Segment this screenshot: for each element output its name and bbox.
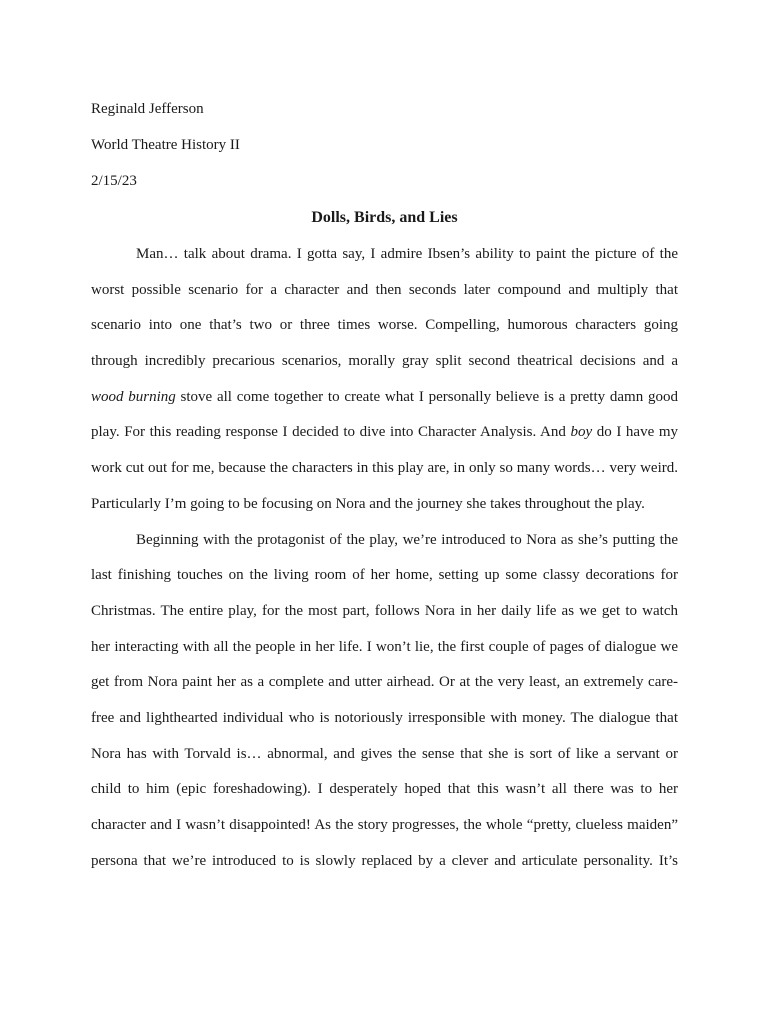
paragraph-1 (91, 237, 678, 523)
body-line: wood burning stove all come together to create what I personally believe is a pretty damn good (91, 388, 678, 405)
body-line: Christmas. The entire play, for the most part, follows Nora in her daily life as we get to watch (91, 602, 678, 619)
body-line: child to him (epic foreshadowing). I desperately hoped that this wasn’t all there was to her (91, 781, 678, 798)
essay-title: Dolls, Birds, and Lies (311, 209, 458, 226)
body-line: Man… talk about drama. I gotta say, I admire Ibsen’s ability to paint the picture of the (136, 246, 678, 262)
body-line: play. For this reading response I decided to dive into Character Analysis. And boy do I have my (91, 424, 678, 441)
body-line: Nora has with Torvald is… abnormal, and gives the sense that she is sort of like a servant or (91, 745, 678, 762)
author-name: Reginald Jefferson (91, 101, 204, 117)
body-line: get from Nora paint her as a complete and utter airhead. Or at the very least, an extremely care- (91, 674, 678, 691)
body-line: Beginning with the protagonist of the play, we’re introduced to Nora as she’s putting the (136, 531, 678, 548)
body-line: her interacting with all the people in her life. I won’t lie, the first couple of pages of dialogue we (91, 638, 678, 655)
paragraph-2 (91, 523, 678, 880)
date: 2/15/23 (91, 173, 137, 189)
body-line: free and lighthearted individual who is notoriously irresponsible with money. The dialogue that (91, 709, 678, 726)
italic-text: boy (570, 424, 593, 441)
course-name: World Theatre History II (91, 137, 240, 153)
body-line: character and I wasn’t disappointed! As the story progresses, the whole “pretty, clueless maiden” (91, 817, 678, 833)
body-line: scenario into one that’s two or three times worse. Compelling, humorous characters going (91, 317, 678, 334)
italic-text: wood burning (91, 388, 176, 405)
body-line: last finishing touches on the living room of her home, setting up some classy decorations for (91, 567, 678, 584)
body-line: persona that we’re introduced to is slowly replaced by a clever and articulate personality. It’s (91, 852, 678, 869)
body-line: work cut out for me, because the characters in this play are, in only so many words… very weird. (91, 460, 678, 477)
body-line: Particularly I’m going to be focusing on Nora and the journey she takes throughout the play. (91, 495, 645, 512)
body-line: through incredibly precarious scenarios, morally gray split second theatrical decisions and a (91, 353, 678, 370)
body-line: worst possible scenario for a character and then seconds later compound and multiply that (91, 281, 678, 298)
